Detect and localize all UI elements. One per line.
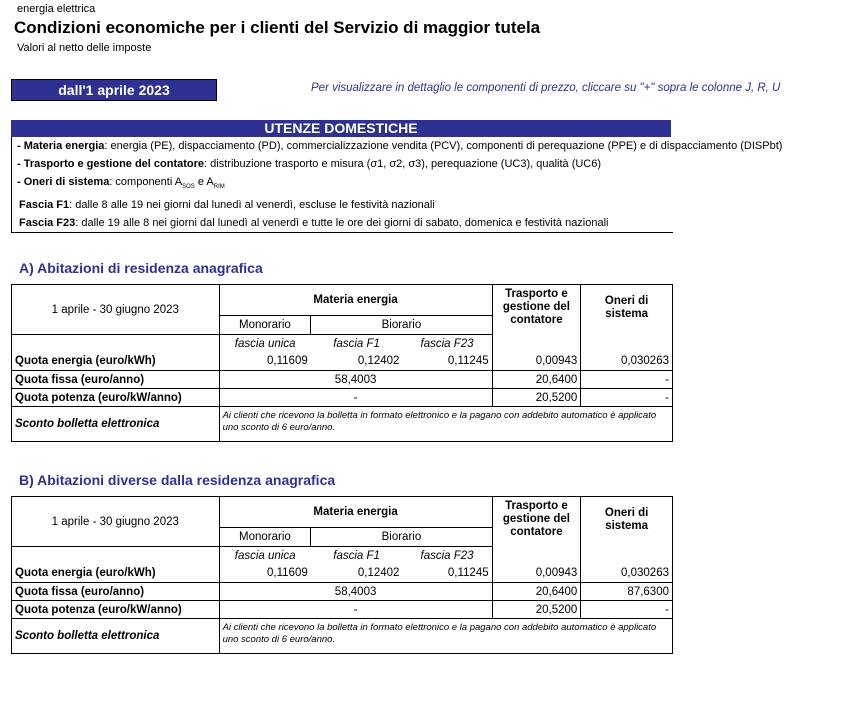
quota-energia-monorario: 0,11609 — [219, 565, 311, 583]
oneri-header: Oneri di sistema — [581, 285, 673, 353]
fascia-unica-header: fascia unica — [219, 547, 311, 565]
fascia-f1-header: fascia F1 — [311, 335, 403, 353]
quota-fissa-oneri: - — [581, 371, 673, 389]
quota-fissa-label: Quota fissa (euro/anno) — [12, 371, 220, 389]
period-cell: 1 aprile - 30 giugno 2023 — [12, 285, 220, 335]
quota-energia-oneri: 0,030263 — [581, 353, 673, 371]
period-cell: 1 aprile - 30 giugno 2023 — [12, 497, 220, 547]
quota-energia-trasporto: 0,00943 — [492, 353, 581, 371]
domestic-users-bar: UTENZE DOMESTICHE — [11, 120, 671, 137]
sconto-label: Sconto bolletta elettronica — [12, 407, 220, 442]
fascia-f23-header: fascia F23 — [402, 335, 492, 353]
quota-energia-f23: 0,11245 — [402, 565, 492, 583]
page-title: Condizioni economiche per i clienti del Servizio di maggior tutela — [14, 18, 541, 37]
quota-energia-f1: 0,12402 — [311, 353, 403, 371]
quota-energia-label: Quota energia (euro/kWh) — [12, 353, 220, 371]
biorario-header: Biorario — [311, 528, 492, 547]
instructions-hint: Per visualizzare in dettaglio le componenti di prezzo, cliccare su "+" sopra le colonne J, R, U — [311, 82, 781, 94]
quota-potenza-label: Quota potenza (euro/kW/anno) — [12, 389, 220, 407]
trasporto-header: Trasporto e gestione del contatore — [492, 285, 581, 353]
quota-energia-label: Quota energia (euro/kWh) — [12, 565, 220, 583]
section-a-title: A) Abitazioni di residenza anagrafica — [19, 260, 263, 276]
quota-fissa-trasporto: 20,6400 — [492, 371, 581, 389]
quota-energia-oneri: 0,030263 — [581, 565, 673, 583]
trasporto-header: Trasporto e gestione del contatore — [492, 497, 581, 565]
quota-energia-monorario: 0,11609 — [219, 353, 311, 371]
fascia-f1-description: Fascia F1: dalle 8 alle 19 nei giorni dal lunedì al venerdì, escluse le festività nazionali — [19, 199, 435, 211]
sconto-note: Ai clienti che ricevono la bolletta in formato elettronico e la pagano con addebito automatico è applicato uno sconto di 6 euro/anno. — [219, 619, 672, 654]
quota-fissa-materia: 58,4003 — [219, 583, 492, 601]
quota-energia-f1: 0,12402 — [311, 565, 403, 583]
oneri-header: Oneri di sistema — [581, 497, 673, 565]
quota-fissa-materia: 58,4003 — [219, 371, 492, 389]
quota-fissa-oneri: 87,6300 — [581, 583, 673, 601]
quota-energia-f23: 0,11245 — [402, 353, 492, 371]
table-non-residenza — [11, 496, 673, 654]
page-subtitle: Valori al netto delle imposte — [17, 42, 152, 54]
sconto-note: Ai clienti che ricevono la bolletta in formato elettronico e la pagano con addebito automatico è applicato uno sconto di 6 euro/anno. — [219, 407, 672, 442]
quota-energia-trasporto: 0,00943 — [492, 565, 581, 583]
category-label: energia elettrica — [17, 3, 96, 15]
materia-energia-header: Materia energia — [219, 497, 492, 528]
quota-potenza-trasporto: 20,5200 — [492, 601, 581, 619]
materia-energia-header: Materia energia — [219, 285, 492, 316]
period-badge: dall'1 aprile 2023 — [11, 79, 217, 101]
quota-potenza-materia: - — [219, 601, 492, 619]
quota-fissa-label: Quota fissa (euro/anno) — [12, 583, 220, 601]
domestic-box-left-border — [11, 137, 12, 233]
quota-potenza-trasporto: 20,5200 — [492, 389, 581, 407]
domestic-box-bottom-border — [11, 232, 673, 233]
section-b-title: B) Abitazioni diverse dalla residenza anagrafica — [19, 472, 336, 488]
fascia-unica-header: fascia unica — [219, 335, 311, 353]
quota-potenza-oneri: - — [581, 389, 673, 407]
fascia-f1-header: fascia F1 — [311, 547, 403, 565]
monorario-header: Monorario — [219, 316, 311, 335]
quota-potenza-label: Quota potenza (euro/kW/anno) — [12, 601, 220, 619]
materia-energia-description: - Materia energia: energia (PE), dispacciamento (PD), commercializzazione vendita (PCV), componenti di perequazione (PPE) e di dispacciamento (DISPbt) — [17, 140, 783, 152]
oneri-description: - Oneri di sistema: componenti $A_{SOS}$ e $A_{RIM}$ — [17, 176, 225, 191]
trasporto-description: - Trasporto e gestione del contatore: distribuzione trasporto e misura (σ1, σ2, σ3), perequazione (UC3), qualità (UC6) — [17, 158, 602, 170]
monorario-header: Monorario — [219, 528, 311, 547]
quota-fissa-trasporto: 20,6400 — [492, 583, 581, 601]
table-residenza — [11, 284, 673, 442]
biorario-header: Biorario — [311, 316, 492, 335]
fascia-f23-description: Fascia F23: dalle 19 alle 8 nei giorni dal lunedì al venerdì e tutte le ore dei giorni di sabato, domenica e festività nazionali — [19, 217, 609, 229]
quota-potenza-oneri: - — [581, 601, 673, 619]
quota-potenza-materia: - — [219, 389, 492, 407]
fascia-f23-header: fascia F23 — [402, 547, 492, 565]
sconto-label: Sconto bolletta elettronica — [12, 619, 220, 654]
